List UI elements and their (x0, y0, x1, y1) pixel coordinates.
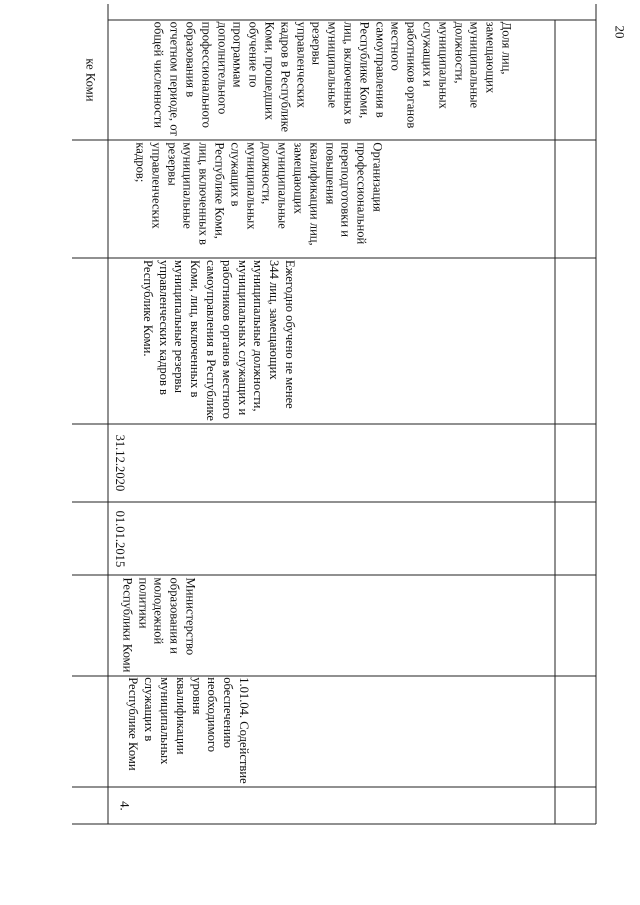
cell-start-date (108, 502, 130, 575)
page-number: 20 (612, 25, 627, 39)
cell-measure-text: 1.01.04. Содействие обеспечению необходимого уровня квалификации муниципальных служащих в Республике Коми (126, 677, 252, 785)
cell-number (108, 787, 140, 824)
cell-main-directions-text: Организация профессиональной переподготовки и повышения квалификации лиц, замещающих муниципальные должности, муниципальных служащих в Республике Коми, лиц, включенных в муниципальные резервы управленческих кадров; (133, 142, 385, 246)
cell-expected-result-text: Ежегодно обучено не менее 344 лиц, замещающих муниципальные должности, муниципальных служащих и работников органов местного самоуправления в Республике Коми, лиц, включенных в муниципальные резервы управленческих кадров в Республике Коми. (140, 260, 297, 421)
header-cell-responsible (72, 20, 108, 140)
cell-end-date (108, 424, 130, 502)
cell-expected-result (108, 258, 328, 424)
cell-executor-text: Министерство образования и молодежной политики Республики Коми (120, 577, 198, 673)
cell-indicator-text: Доля лиц, замещающих муниципальные должности, муниципальных служащих и работников органов местного самоуправления в Республике Коми, лиц, включенных в муниципальные резервы управленческих кадров в Республике Коми, прошедших обучение по программам дополнительного профессионального образования в отчетном периоде, от общей численности (151, 22, 514, 137)
cell-number-text: 4. (117, 800, 132, 811)
cell-measure (108, 676, 268, 787)
cell-main-directions (108, 140, 408, 258)
cell-executor (108, 575, 208, 676)
cell-start-date-text: 01.01.2015 (112, 510, 127, 567)
header-responsible-text: ке Коми (83, 58, 98, 102)
cell-indicator (108, 20, 555, 140)
cell-end-date-text: 31.12.2020 (112, 434, 127, 492)
